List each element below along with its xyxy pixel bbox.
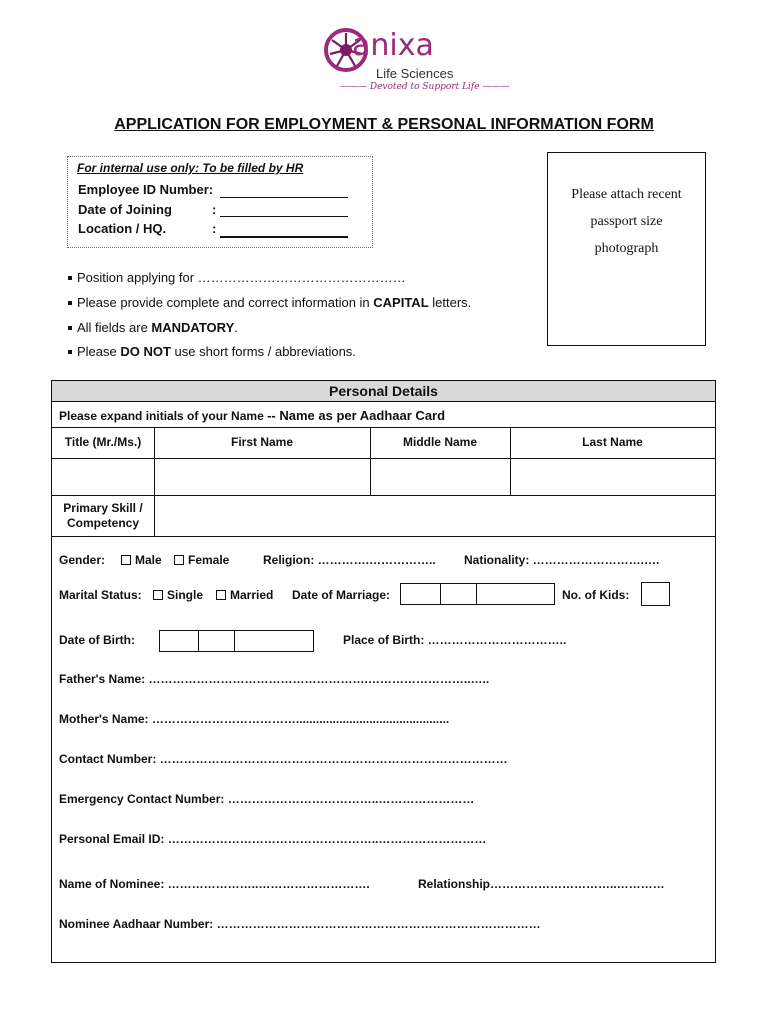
middle-name-input[interactable] bbox=[372, 459, 509, 494]
col-last-name: Last Name bbox=[582, 435, 643, 449]
gender-label: Gender: bbox=[59, 553, 106, 567]
instruction-capital: Please provide complete and correct information in CAPITAL letters. bbox=[68, 295, 471, 310]
primary-skill-label bbox=[52, 501, 154, 531]
checkbox-icon[interactable] bbox=[153, 590, 163, 600]
primary-skill-line-1: Primary Skill / bbox=[63, 501, 143, 515]
marital-single-option[interactable]: Single bbox=[153, 588, 203, 602]
emergency-contact-field[interactable]: Emergency Contact Number: ………………………………..…………………… bbox=[59, 792, 475, 806]
table-rule bbox=[52, 536, 715, 537]
table-rule bbox=[52, 495, 715, 496]
instruction-no-abbreviations: Please DO NOT use short forms / abbreviations. bbox=[68, 344, 356, 359]
form-title: APPLICATION FOR EMPLOYMENT & PERSONAL INFORMATION FORM bbox=[114, 116, 654, 133]
dob-year-box[interactable] bbox=[234, 630, 314, 652]
checkbox-icon[interactable] bbox=[216, 590, 226, 600]
primary-skill-input[interactable] bbox=[156, 497, 714, 535]
expand-initials-note: Please expand initials of your Name -- Name as per Aadhaar Card bbox=[59, 408, 446, 423]
gender-male-option[interactable]: Male bbox=[121, 553, 162, 567]
dob-label: Date of Birth: bbox=[59, 633, 135, 647]
first-name-input[interactable] bbox=[156, 459, 369, 494]
last-name-input[interactable] bbox=[512, 459, 714, 494]
location-label: Location / HQ. bbox=[78, 221, 167, 236]
date-of-joining-field[interactable] bbox=[220, 216, 348, 217]
bullet-icon bbox=[68, 326, 72, 330]
marriage-day-box[interactable] bbox=[400, 583, 441, 605]
contact-number-field[interactable]: Contact Number: …………………………………………………………………………… bbox=[59, 752, 508, 766]
mother-name-field[interactable]: Mother's Name: ……………………………….............................................. bbox=[59, 712, 450, 726]
logo-subtitle: Life Sciences bbox=[376, 66, 454, 81]
table-rule bbox=[52, 427, 715, 428]
logo-brand-text: anixa bbox=[352, 28, 434, 63]
location-colon: : bbox=[212, 221, 217, 236]
father-name-field[interactable]: Father's Name: ……………………………………………….……………………..….. bbox=[59, 672, 490, 686]
col-first-name: First Name bbox=[230, 435, 294, 449]
religion-field[interactable]: Religion: ………….…………….. bbox=[263, 553, 436, 567]
kids-label: No. of Kids: bbox=[562, 588, 630, 602]
gender-female-option[interactable]: Female bbox=[174, 553, 229, 567]
bullet-icon bbox=[68, 301, 72, 305]
nominee-name-field[interactable]: Name of Nominee: …………………..………………………. bbox=[59, 877, 370, 891]
date-of-marriage-label: Date of Marriage: bbox=[292, 588, 391, 602]
dob-day-box[interactable] bbox=[159, 630, 199, 652]
photo-line-3: photograph bbox=[594, 241, 659, 256]
marriage-month-box[interactable] bbox=[440, 583, 477, 605]
nominee-aadhaar-field[interactable]: Nominee Aadhaar Number: ……………………………………………………………………… bbox=[59, 917, 541, 931]
bullet-icon bbox=[68, 276, 72, 280]
instruction-mandatory: All fields are MANDATORY. bbox=[68, 320, 238, 335]
col-middle-name: Middle Name bbox=[402, 435, 477, 449]
title-input[interactable] bbox=[53, 459, 153, 494]
logo-tagline: ——— Devoted to Support Life ——— bbox=[340, 82, 510, 92]
marital-married-option[interactable]: Married bbox=[216, 588, 273, 602]
checkbox-icon[interactable] bbox=[121, 555, 131, 565]
relationship-field[interactable]: Relationship…………………………..………… bbox=[418, 877, 665, 891]
instruction-position: Position applying for ………………………………………… bbox=[68, 270, 406, 285]
photo-line-1: Please attach recent bbox=[571, 187, 682, 202]
kids-input[interactable] bbox=[641, 582, 670, 606]
section-header: Personal Details bbox=[52, 381, 715, 402]
checkbox-icon[interactable] bbox=[174, 555, 184, 565]
employee-id-label: Employee ID Number: bbox=[78, 182, 214, 197]
personal-email-field[interactable]: Personal Email ID: ……………………………………………..……………………… bbox=[59, 832, 487, 846]
date-of-joining-colon: : bbox=[212, 202, 217, 217]
photo-instructions bbox=[547, 181, 706, 262]
hr-heading: For internal use only: To be filled by HR bbox=[77, 161, 304, 175]
location-field[interactable] bbox=[220, 236, 348, 238]
employee-id-field[interactable] bbox=[220, 197, 348, 198]
dob-month-box[interactable] bbox=[198, 630, 235, 652]
photo-line-2: passport size bbox=[590, 214, 663, 229]
bullet-icon bbox=[68, 350, 72, 354]
nationality-field[interactable]: Nationality: ……………………….…. bbox=[464, 553, 660, 567]
marital-status-label: Marital Status: bbox=[59, 588, 142, 602]
marriage-year-box[interactable] bbox=[476, 583, 555, 605]
date-of-joining-label: Date of Joining bbox=[78, 202, 172, 217]
primary-skill-line-2: Competency bbox=[66, 516, 140, 530]
col-title: Title (Mr./Ms.) bbox=[64, 435, 142, 449]
place-of-birth-field[interactable]: Place of Birth: …………………………….. bbox=[343, 633, 567, 647]
